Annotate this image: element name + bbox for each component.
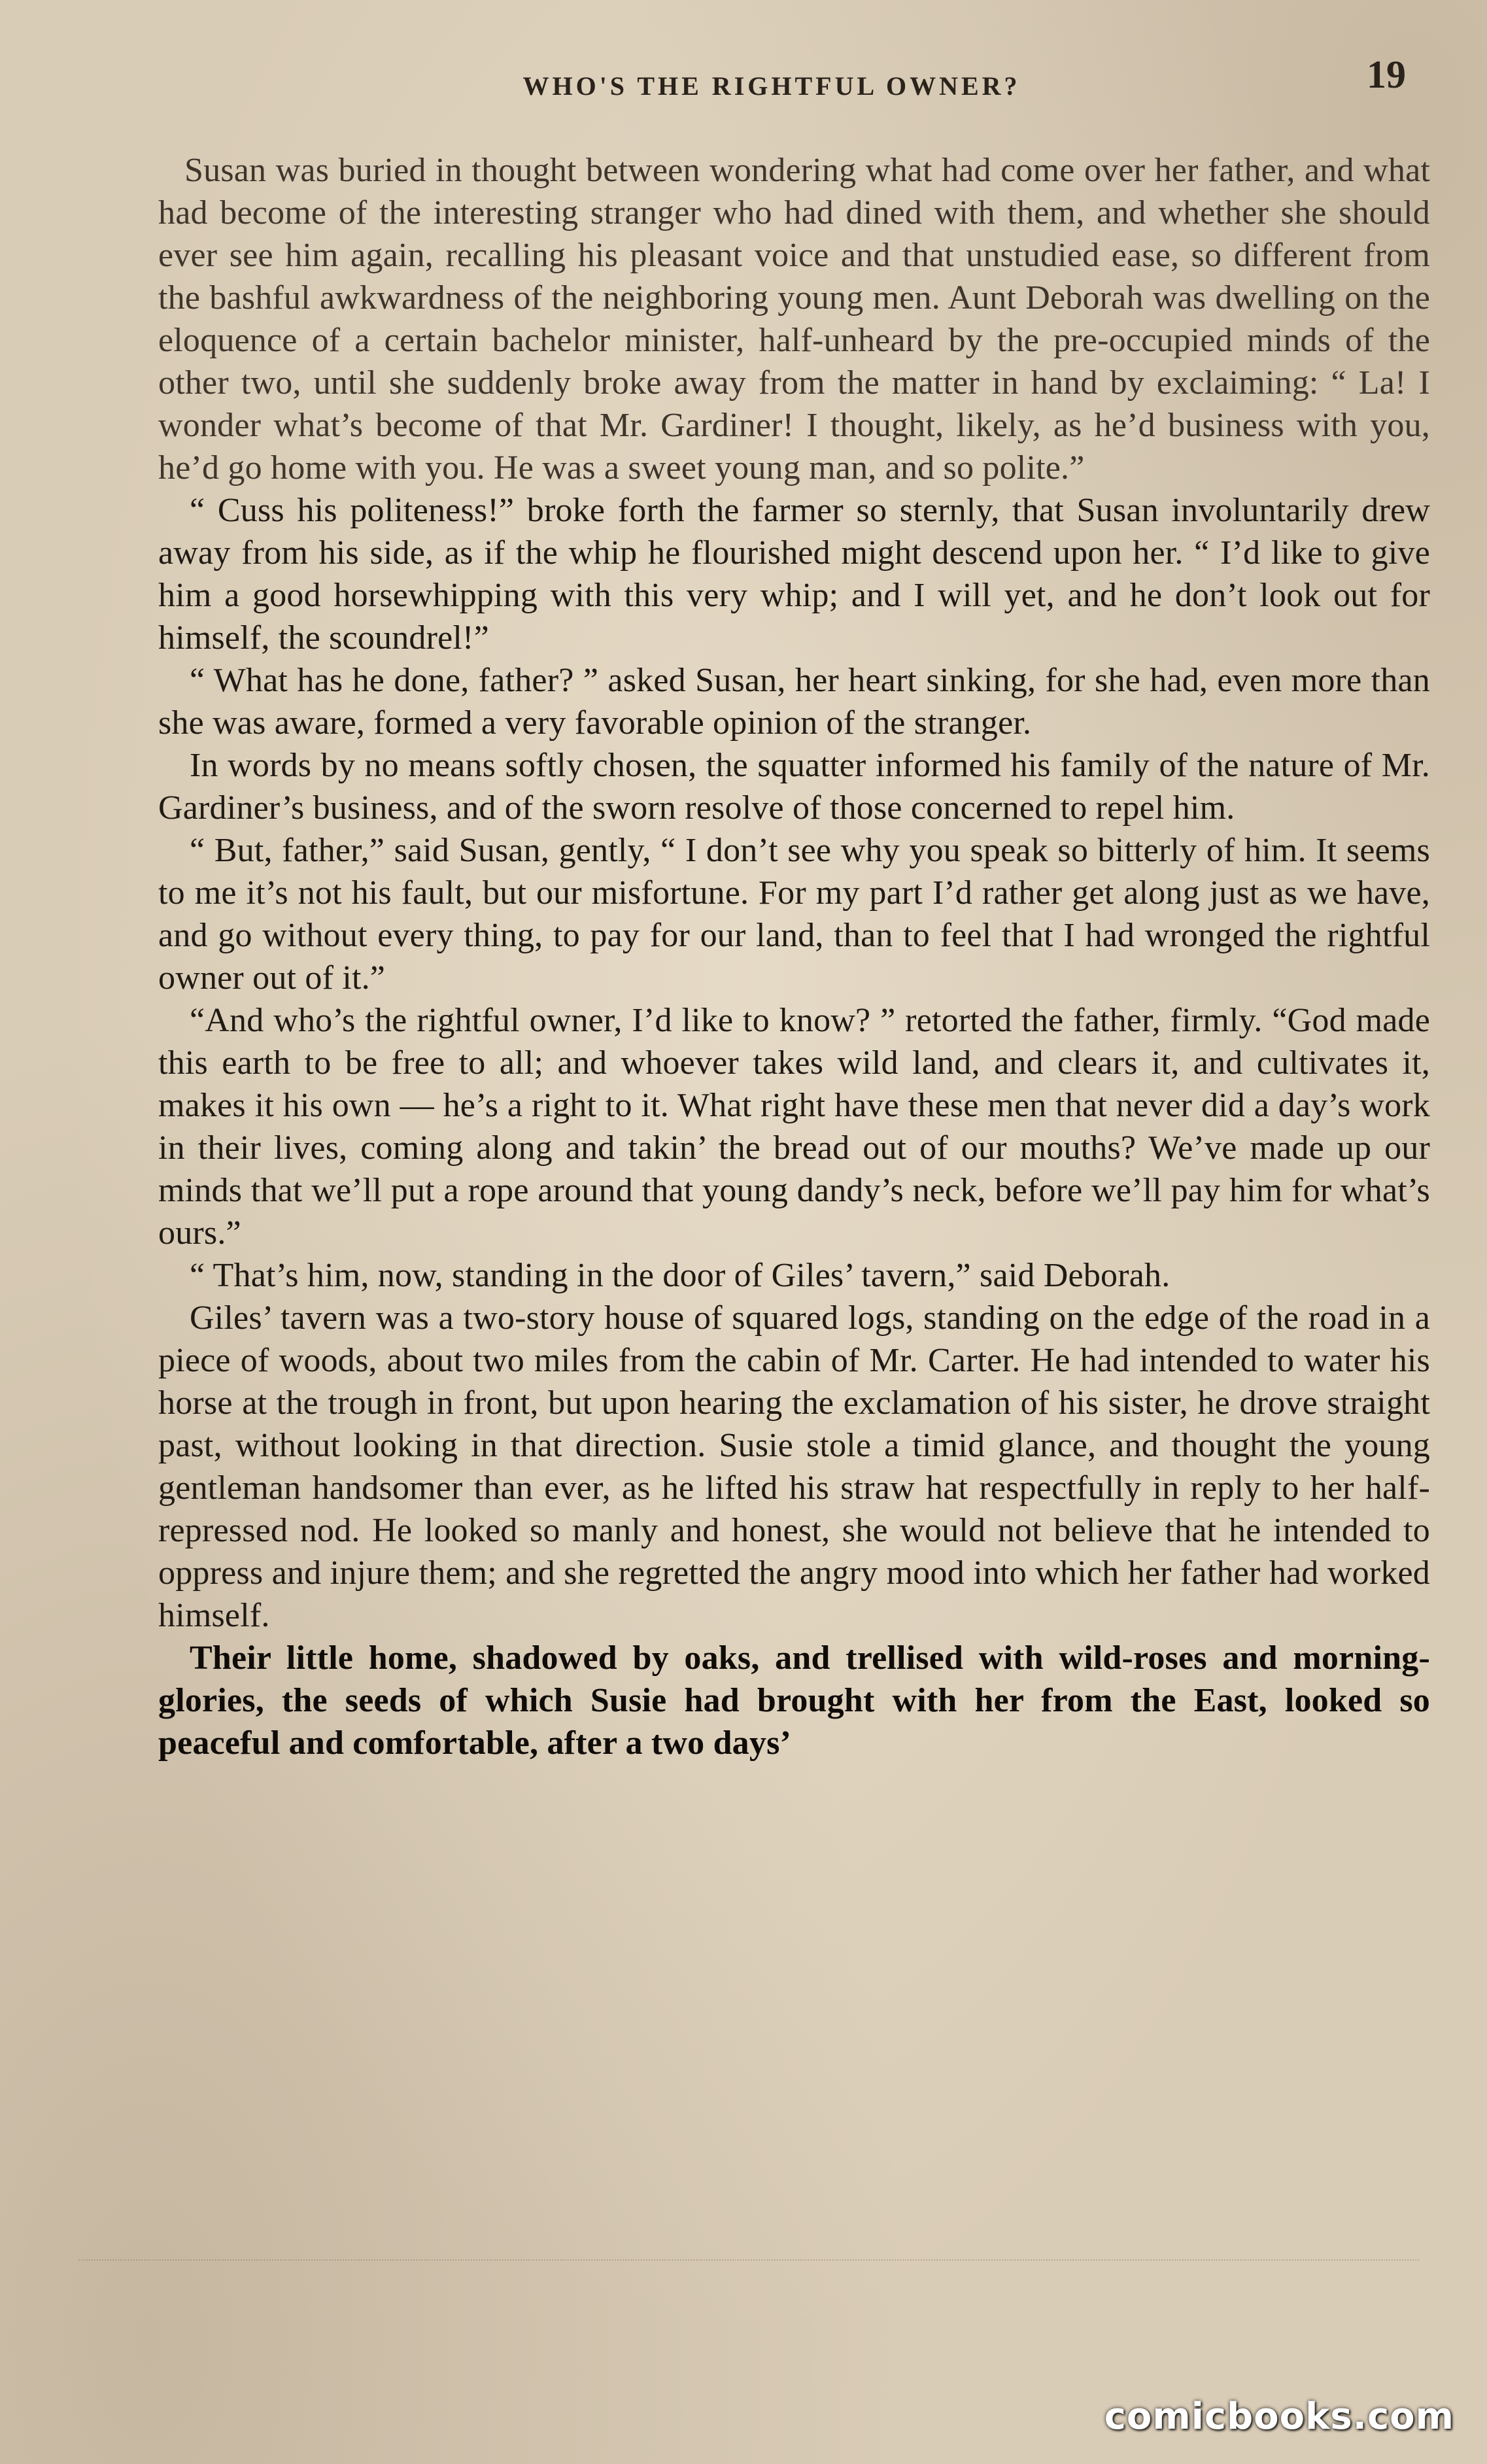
site-watermark: comicbooks.com — [1104, 2395, 1454, 2438]
paragraph-6: “And who’s the rightful owner, I’d like to know? ” retorted the father, firmly. “God made this earth to be free to all; and whoever takes wild land, and clears it, and cultivates it, makes it his own — he’s a right to it. What right have these men that never did a day’s work in their lives, coming along and takin’ the bread out of our mouths? We’ve made up our minds that we’ll put a rope around that young dandy’s neck, before we’ll pay him for what’s ours.” — [158, 1002, 1430, 1252]
paragraph-8: Giles’ tavern was a two-story house of squared logs, standing on the edge of the road in a piece of woods, about two miles from the cabin of Mr. Carter. He had intended to water his horse at the trough in front, but upon hearing the exclamation of his sister, he drove straight past, without looking in that direction. Susie stole a timid glance, and thought the young gentleman handsomer than ever, as he lifted his straw hat respectfully in reply to her half-repressed nod. He looked so manly and honest, she would not believe that he intended to oppress and injure them; and she regretted the angry mood into which her father had worked himself. — [158, 1299, 1430, 1634]
running-title: WHO'S THE RIGHTFUL OWNER? — [522, 71, 1021, 101]
paragraph-1: Susan was buried in thought between wondering what had come over her father, and what had become of the interesting stranger who had dined with them, and whether she should ever see him again, recalling his pleasant voice and that unstudied ease, so different from the bashful awkwardness of the neighboring young men. Aunt Deborah was dwelling on the eloquence of a certain bachelor minister, half-unheard by the pre-occupied minds of the other two, until she suddenly broke away from the matter in hand by exclaiming: “ La! I wonder what’s become of that Mr. Gardiner! I thought, likely, as he’d business with you, he’d go home with you. He was a sweet young man, and so polite.” — [158, 152, 1430, 487]
body-text — [158, 149, 1430, 1764]
paragraph-5: “ But, father,” said Susan, gently, “ I don’t see why you speak so bitterly of him. It seems to me it’s not his fault, but our misfortune. For my part I’d rather get along just as we have, and go without every thing, to pay for our land, than to feel that I had wronged the rightful owner out of it.” — [158, 832, 1430, 997]
paragraph-3: “ What has he done, father? ” asked Susan, her heart sinking, for she had, even more than she was aware, formed a very favorable opinion of the stranger. — [158, 662, 1430, 742]
page-bottom-smudge — [78, 2259, 1419, 2287]
paragraph-4: In words by no means softly chosen, the squatter informed his family of the nature of Mr. Gardiner’s business, and of the sworn resolve of those concerned to repel him. — [158, 747, 1430, 827]
paragraph-2: “ Cuss his politeness!” broke forth the farmer so sternly, that Susan involuntarily drew away from his side, as if the whip he flourished might descend upon her. “ I’d like to give him a good horsewhipping with this very whip; and I will yet, and he don’t look out for himself, the scoundrel!” — [158, 492, 1430, 657]
paragraph-7: “ That’s him, now, standing in the door of Giles’ tavern,” said Deborah. — [190, 1257, 1171, 1294]
running-head — [157, 53, 1406, 123]
paragraph-9: Their little home, shadowed by oaks, and trellised with wild-roses and morning-glories, the seeds of which Susie had brought with her from the East, looked so peaceful and comfortable, after a two days’ — [158, 1639, 1430, 1762]
page-number: 19 — [1367, 53, 1406, 96]
